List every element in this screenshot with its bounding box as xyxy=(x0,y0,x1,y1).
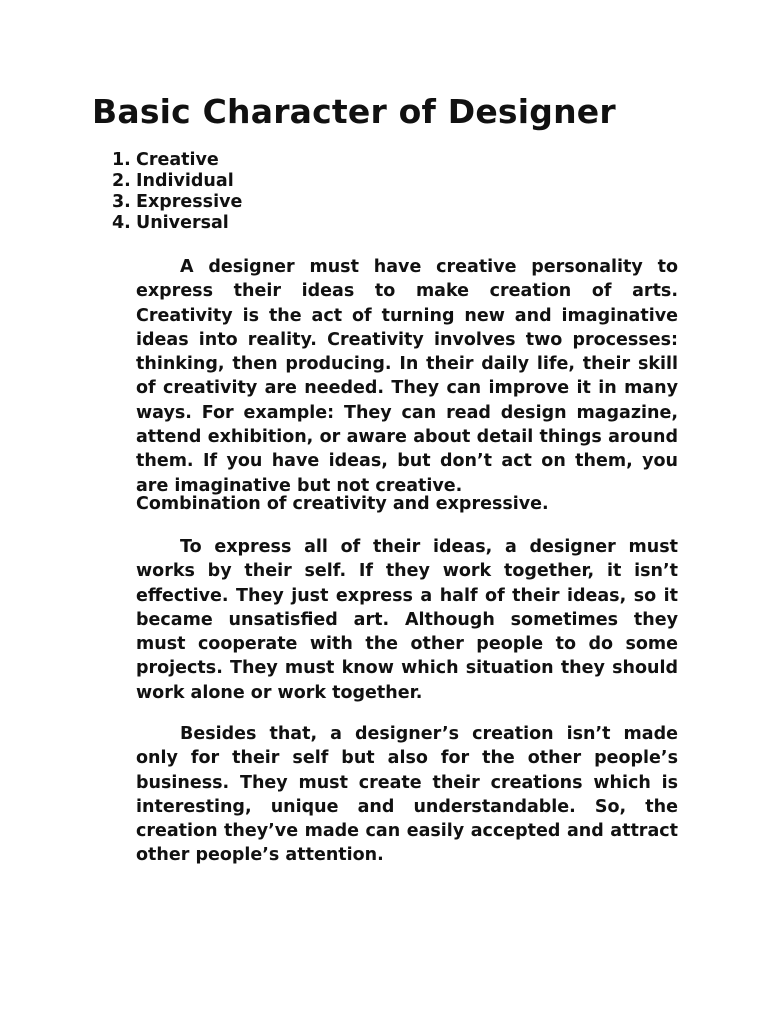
list-item-label: Individual xyxy=(136,171,234,191)
list-item xyxy=(112,150,242,171)
list-item-label: Creative xyxy=(136,150,219,170)
list-item-label: Universal xyxy=(136,213,229,233)
paragraph-universal: Besides that, a designer’s creation isn’t made only for their self but also for the other people’s business. They must create their creations which is interesting, unique and understandable. So, the creation they’ve made can easily accepted and attract other people’s attention. xyxy=(136,724,678,866)
paragraph-creative: A designer must have creative personality to express their ideas to make creation of arts. Creativity is the act of turning new and imaginative ideas into reality. Creativity involves two processes: thinking, then producing. In their daily life, their skill of creativity are needed. They can improve it in many ways. For example: They can read design magazine, attend exhibition, or aware about detail things around them. If you have ideas, but don’t act on them, you are imaginative but not creative. xyxy=(136,257,678,496)
list-item xyxy=(112,171,242,192)
document-title: Basic Character of Designer xyxy=(92,92,616,131)
paragraph-individual: To express all of their ideas, a designer must works by their self. If they work together, it isn’t effective. They just express a half of their ideas, so it became unsatisfied art. Although sometimes they must cooperate with the other people to do some projects. They must know which situation they should work alone or work together. xyxy=(136,537,678,703)
list-item-number: 3. xyxy=(112,192,131,212)
paragraph-creative-note: Combination of creativity and expressive. xyxy=(136,494,549,514)
list-item xyxy=(112,213,242,234)
list-item-number: 4. xyxy=(112,213,131,233)
list-item-number: 2. xyxy=(112,171,131,191)
character-list xyxy=(112,150,242,234)
list-item-number: 1. xyxy=(112,150,131,170)
list-item xyxy=(112,192,242,213)
list-item-label: Expressive xyxy=(136,192,243,212)
